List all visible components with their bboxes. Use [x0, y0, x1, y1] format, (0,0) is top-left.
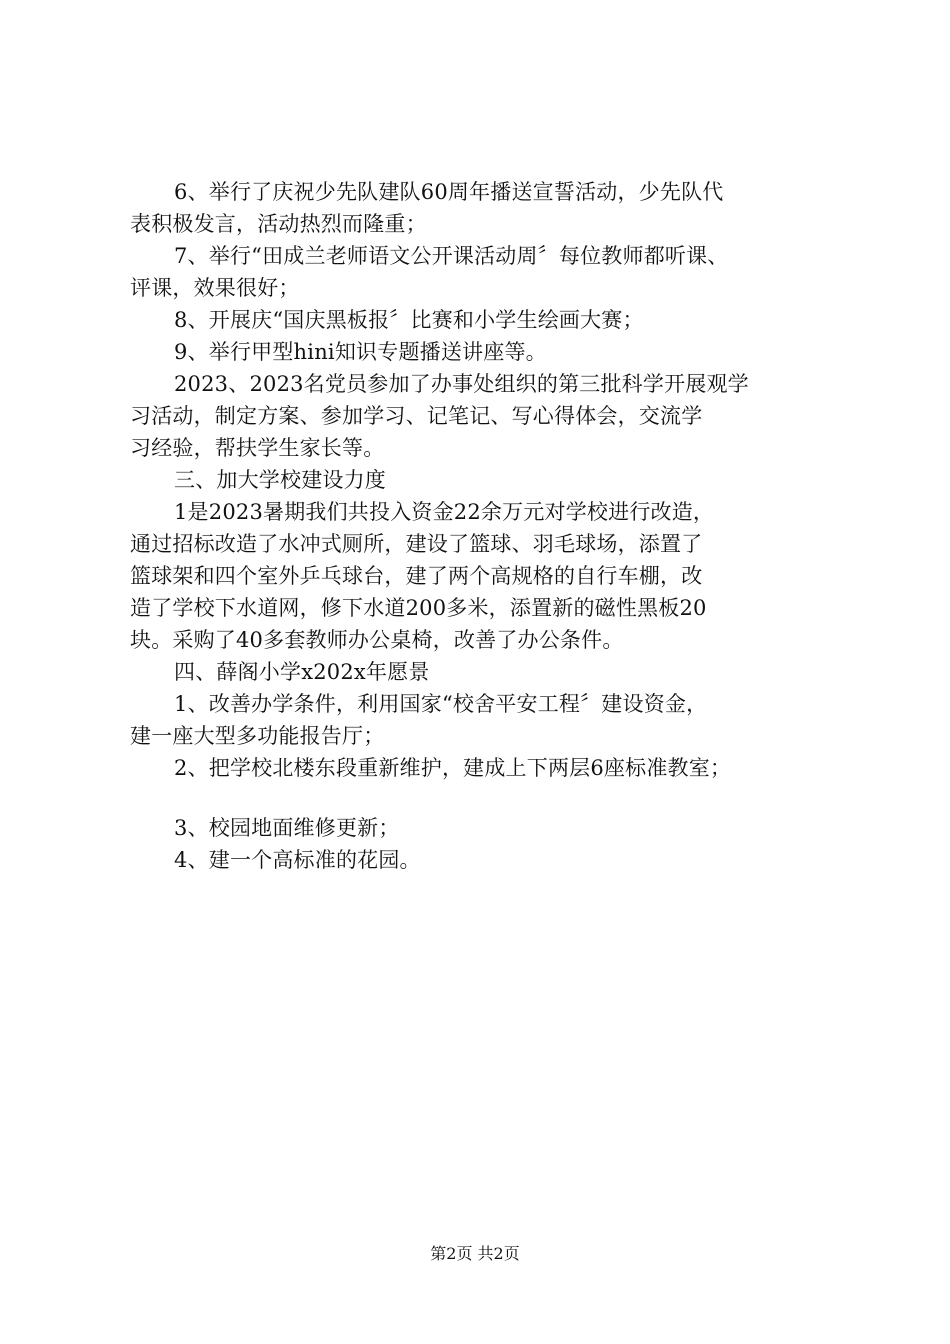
section-heading: 三、加大学校建设力度 [174, 468, 386, 492]
paragraph-line: 7、举行“田成兰老师语文公开课活动周〞每位教师都听课、 [174, 244, 729, 268]
paragraph-line: 1是2023暑期我们共投入资金22余万元对学校进行改造， [174, 500, 715, 524]
paragraph-line: 习经验，帮扶学生家长等。 [130, 436, 385, 460]
paragraph-line: 4、建一个高标准的花园。 [174, 848, 421, 872]
section-heading: 四、薛阁小学x202x年愿景 [174, 660, 430, 684]
paragraph-line: 3、校园地面维修更新； [174, 816, 400, 840]
paragraph-line: 1、改善办学条件，利用国家“校舍平安工程〞建设资金， [174, 692, 708, 716]
paragraph-line: 评课，效果很好； [130, 276, 300, 300]
paragraph-line: 2、把学校北楼东段重新维护，建成上下两层6座标准教室； [174, 756, 732, 780]
blank-line [130, 784, 850, 812]
paragraph-line: 造了学校下水道网，修下水道200多米，添置新的磁性黑板20 [130, 596, 707, 620]
page-number-label: 第2页 共2页 [430, 1244, 520, 1263]
document-body [130, 176, 850, 876]
paragraph-line: 篮球架和四个室外乒乓球台，建了两个高规格的自行车棚，改 [130, 564, 703, 588]
page-footer [0, 1244, 950, 1264]
paragraph-line: 8、开展庆“国庆黑板报〞比赛和小学生绘画大赛； [174, 308, 644, 332]
paragraph-line: 2023、2023名党员参加了办事处组织的第三批科学开展观学 [174, 372, 749, 396]
paragraph-line: 习活动，制定方案、参加学习、记笔记、写心得体会，交流学 [130, 404, 703, 428]
paragraph-line: 块。采购了40多套教师办公桌椅，改善了办公条件。 [130, 628, 624, 652]
paragraph-line: 9、举行甲型hini知识专题播送讲座等。 [174, 340, 547, 364]
paragraph-line: 建一座大型多功能报告厅； [130, 724, 385, 748]
paragraph-line: 表积极发言，活动热烈而隆重； [130, 212, 427, 236]
paragraph-line: 通过招标改造了水冲式厕所，建设了篮球、羽毛球场，添置了 [130, 532, 703, 556]
paragraph-line: 6、举行了庆祝少先队建队60周年播送宣誓活动，少先队代 [174, 180, 724, 204]
